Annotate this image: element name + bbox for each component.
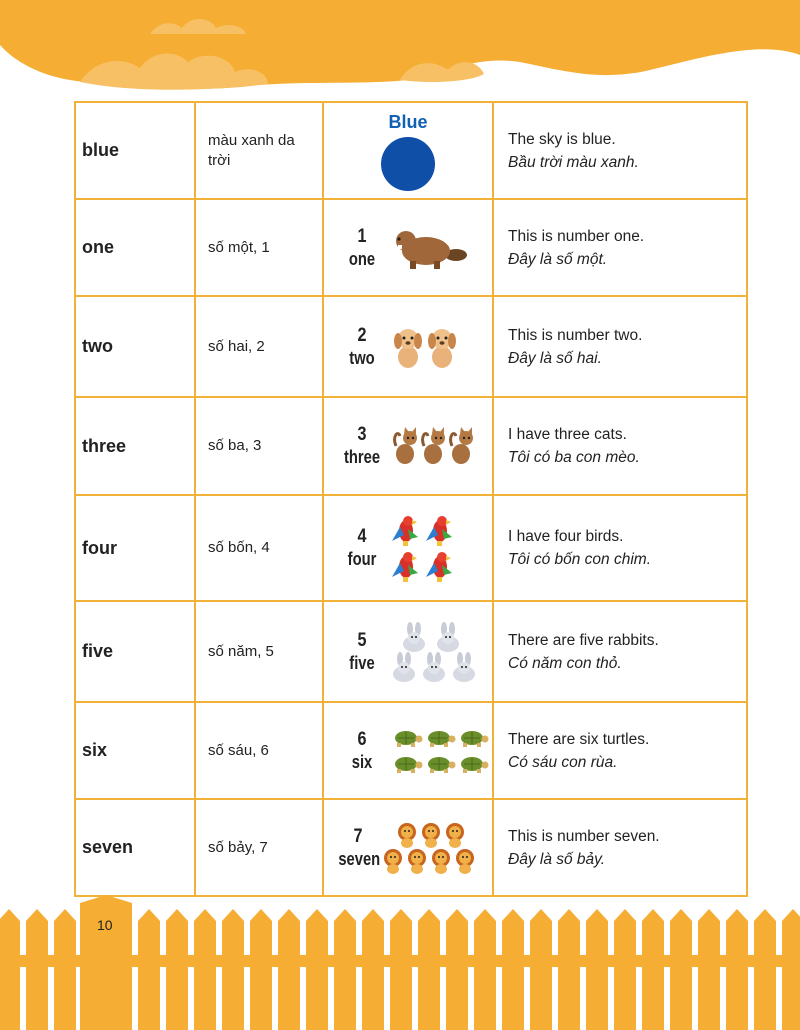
example-english: This is number one.	[508, 227, 645, 245]
vocab-meaning: số hai, 2	[195, 296, 323, 397]
vocab-example	[493, 495, 747, 601]
vocab-meaning: số sáu, 6	[195, 702, 323, 799]
numeral: 3	[357, 424, 367, 445]
lion-icon	[454, 848, 476, 874]
table-row	[75, 495, 747, 601]
example-vietnamese: Có sáu con rùa.	[508, 753, 618, 771]
vocab-picture	[323, 601, 493, 702]
parrot-icon	[392, 549, 420, 583]
lion-icon	[382, 848, 404, 874]
vocab-meaning: số bốn, 4	[195, 495, 323, 601]
table-row	[75, 102, 747, 199]
vocab-meaning: màu xanh da trời	[195, 102, 323, 199]
vocab-word: five	[75, 601, 195, 702]
vocab-meaning: số năm, 5	[195, 601, 323, 702]
number-word: four	[347, 549, 377, 569]
lion-icon	[396, 822, 418, 848]
number-label	[334, 630, 390, 674]
number-word: five	[349, 652, 375, 673]
number-word: one	[348, 248, 376, 269]
number-word: two	[349, 347, 375, 368]
page-number: 10	[97, 917, 113, 933]
cat-icon	[420, 426, 448, 466]
header-cloud-band	[0, 0, 800, 100]
number-word: three	[343, 447, 381, 467]
vocab-word: three	[75, 397, 195, 495]
example-english: I have four birds.	[508, 528, 624, 545]
numeral: 7	[353, 825, 363, 847]
vocab-meaning: số một, 1	[195, 199, 323, 296]
numeral: 1	[357, 225, 367, 247]
vocab-meaning: số bảy, 7	[195, 799, 323, 896]
example-english: There are five rabbits.	[508, 631, 659, 649]
rabbit-icon	[420, 652, 448, 682]
number-word: six	[351, 751, 373, 772]
turtle-icon	[392, 754, 423, 774]
dog-icon	[426, 325, 458, 369]
beaver-icon	[390, 225, 468, 271]
numeral: 6	[357, 728, 367, 750]
vocabulary-table	[74, 101, 748, 897]
example-english: The sky is blue.	[508, 130, 616, 148]
example-vietnamese: Đây là số một.	[508, 250, 608, 268]
example-vietnamese: Tôi có bốn con chim.	[508, 551, 652, 568]
turtle-icon	[392, 728, 423, 748]
example-vietnamese: Bầu trời màu xanh.	[508, 153, 639, 171]
example-english: This is number seven.	[508, 827, 660, 845]
rabbit-icon	[400, 622, 428, 652]
vocab-word: seven	[75, 799, 195, 896]
vocab-word: six	[75, 702, 195, 799]
vocab-word: two	[75, 296, 195, 397]
lion-icon	[420, 822, 442, 848]
numeral: 5	[357, 629, 367, 651]
number-label	[334, 226, 390, 270]
vocab-picture	[323, 397, 493, 495]
dog-icon	[392, 325, 424, 369]
table-row	[75, 397, 747, 495]
example-vietnamese: Đây là số bảy.	[508, 850, 606, 868]
vocab-example	[493, 702, 747, 799]
parrot-icon	[392, 513, 420, 547]
vocab-example	[493, 102, 747, 199]
table-row	[75, 799, 747, 896]
lion-icon	[444, 822, 466, 848]
numeral: 4	[357, 526, 367, 547]
parrot-icon	[426, 513, 454, 547]
cat-icon	[448, 426, 476, 466]
vocab-picture	[323, 199, 493, 296]
number-label	[334, 826, 382, 870]
vocab-example	[493, 199, 747, 296]
vocab-picture	[323, 799, 493, 896]
example-vietnamese: Đây là số hai.	[508, 349, 602, 367]
numeral: 2	[357, 324, 367, 346]
vocab-example	[493, 296, 747, 397]
table-row	[75, 702, 747, 799]
example-vietnamese: Có năm con thỏ.	[508, 654, 622, 672]
example-english: This is number two.	[508, 326, 643, 344]
example-vietnamese: Tôi có ba con mèo.	[508, 449, 640, 466]
rabbit-icon	[434, 622, 462, 652]
parrot-icon	[426, 549, 454, 583]
vocab-example	[493, 601, 747, 702]
vocab-word: blue	[75, 102, 195, 199]
vocab-word: four	[75, 495, 195, 601]
turtle-icon	[425, 754, 456, 774]
table-row	[75, 199, 747, 296]
table-row	[75, 601, 747, 702]
number-label	[334, 424, 390, 468]
rabbit-icon	[390, 652, 418, 682]
picture-label: Blue	[388, 112, 428, 132]
vocab-meaning: số ba, 3	[195, 397, 323, 495]
turtle-icon	[458, 728, 489, 748]
turtle-icon	[425, 728, 456, 748]
vocab-picture	[323, 296, 493, 397]
vocab-picture	[323, 102, 493, 199]
vocab-word: one	[75, 199, 195, 296]
example-english: I have three cats.	[508, 426, 627, 443]
lion-icon	[406, 848, 428, 874]
vocab-example	[493, 397, 747, 495]
number-label	[334, 325, 390, 369]
number-label	[334, 729, 390, 773]
vocab-picture	[323, 495, 493, 601]
fence-footer	[0, 895, 800, 1030]
example-english: There are six turtles.	[508, 730, 650, 748]
turtle-icon	[458, 754, 489, 774]
vocab-picture	[323, 702, 493, 799]
cat-icon	[392, 426, 420, 466]
vocab-example	[493, 799, 747, 896]
table-row	[75, 296, 747, 397]
rabbit-icon	[450, 652, 478, 682]
blue-circle-icon	[381, 137, 435, 191]
number-label	[334, 526, 390, 570]
number-word: seven	[338, 848, 381, 869]
lion-icon	[430, 848, 452, 874]
